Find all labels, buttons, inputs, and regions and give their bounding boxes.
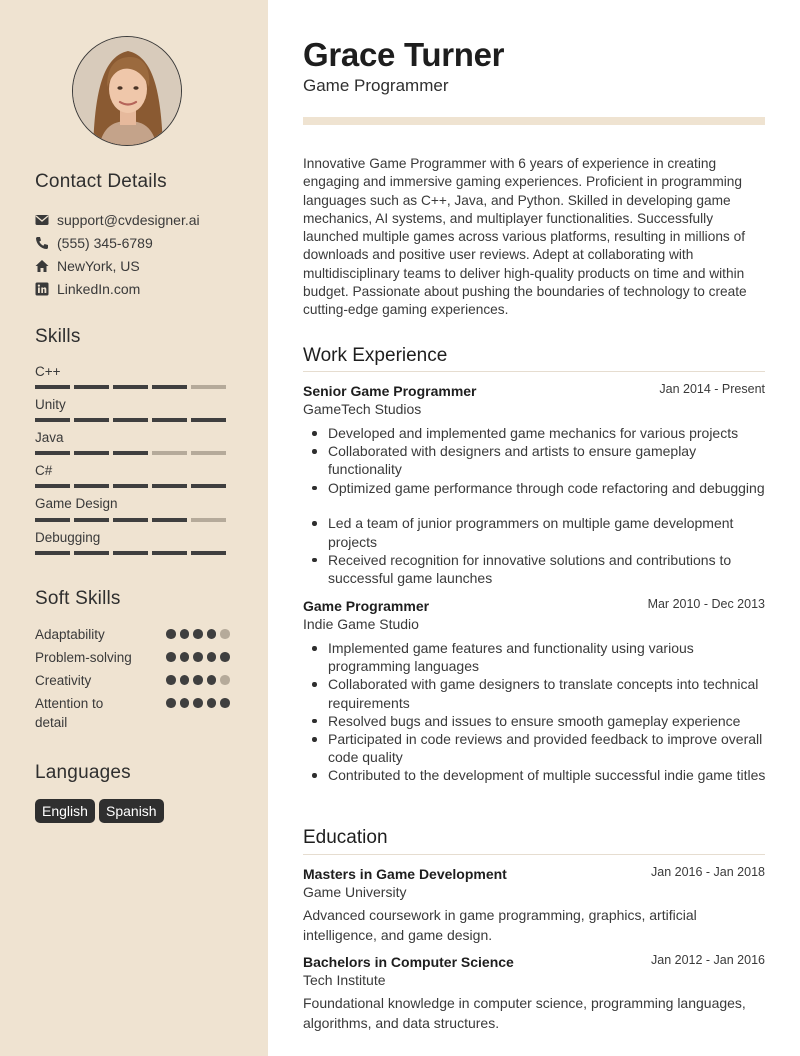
soft-skill-rating — [166, 675, 230, 685]
soft-skill-rating — [166, 629, 230, 639]
skill-level-segment — [35, 451, 70, 455]
list-item: Optimized game performance through code refactoring and debugging — [328, 479, 768, 497]
skill-bar — [35, 551, 226, 555]
job-bullets — [328, 424, 768, 587]
skill-name: Unity — [35, 397, 66, 412]
degree-description: Foundational knowledge in computer science, programming languages, algorithms, and data structures. — [303, 995, 746, 1031]
list-item: Resolved bugs and issues to ensure smooth gameplay experience — [328, 712, 768, 730]
skill-level-segment — [35, 418, 70, 422]
rating-dot — [180, 629, 190, 639]
skill-level-segment — [74, 518, 109, 522]
skill-level-segment — [113, 484, 148, 488]
job-title: Game Programmer — [303, 598, 430, 614]
job-dates: Jan 2014 - Present — [659, 382, 765, 396]
contact-phone-text: (555) 345-6789 — [57, 235, 153, 251]
job-title: Senior Game Programmer — [303, 383, 477, 399]
rating-dot — [166, 698, 176, 708]
skill-level-segment — [152, 451, 187, 455]
degree-description: Advanced coursework in game programming, graphics, artificial intelligence, and game design. — [303, 907, 697, 943]
linkedin-icon — [35, 282, 49, 296]
work-experience-heading: Work Experience — [303, 345, 448, 366]
soft-skill-rating — [166, 652, 230, 662]
profile-photo — [72, 36, 182, 146]
soft-skill-rating — [166, 698, 230, 708]
skill-level-segment — [191, 551, 226, 555]
list-item: Collaborated with game designers to translate concepts into technical requirements — [328, 675, 768, 711]
rating-dot — [166, 652, 176, 662]
skill-level-segment — [74, 484, 109, 488]
rating-dot — [193, 698, 203, 708]
skill-level-segment — [191, 484, 226, 488]
soft-skill-name: Attention to detail — [35, 696, 104, 730]
skill-level-segment — [35, 551, 70, 555]
rating-dot — [193, 629, 203, 639]
contact-phone[interactable] — [35, 235, 153, 251]
school-name: Game University — [303, 884, 407, 900]
skill-level-segment — [152, 385, 187, 389]
contact-location — [35, 258, 140, 274]
skill-name: C# — [35, 463, 53, 478]
skill-bar — [35, 451, 226, 455]
rating-dot — [166, 629, 176, 639]
skill-level-segment — [191, 385, 226, 389]
contact-email[interactable] — [35, 212, 200, 228]
skill-level-segment — [113, 518, 148, 522]
school-name: Tech Institute — [303, 972, 386, 988]
skill-level-segment — [152, 518, 187, 522]
skill-level-segment — [35, 518, 70, 522]
languages-heading: Languages — [35, 762, 131, 783]
skill-level-segment — [113, 418, 148, 422]
skill-level-segment — [152, 551, 187, 555]
contact-email-text: support@cvdesigner.ai — [57, 212, 200, 228]
contact-linkedin-text: LinkedIn.com — [57, 281, 141, 297]
skill-level-segment — [113, 551, 148, 555]
home-icon — [35, 259, 49, 273]
rating-dot — [207, 629, 217, 639]
rating-dot — [207, 698, 217, 708]
rating-dot — [193, 675, 203, 685]
list-item: Implemented game features and functionality using various programming languages — [328, 639, 768, 675]
degree-title: Bachelors in Computer Science — [303, 954, 514, 970]
rating-dot — [180, 698, 190, 708]
rating-dot — [220, 675, 230, 685]
degree-dates: Jan 2016 - Jan 2018 — [651, 865, 765, 879]
rating-dot — [207, 652, 217, 662]
skill-level-segment — [35, 484, 70, 488]
section-divider — [303, 854, 765, 855]
skill-bar — [35, 484, 226, 488]
rating-dot — [180, 652, 190, 662]
rating-dot — [207, 675, 217, 685]
contact-heading: Contact Details — [35, 171, 167, 192]
rating-dot — [180, 675, 190, 685]
skill-bar — [35, 518, 226, 522]
language-badge: Spanish — [99, 799, 164, 823]
section-divider — [303, 371, 765, 372]
candidate-name: Grace Turner — [303, 36, 505, 73]
skill-name: Debugging — [35, 530, 101, 545]
header-divider — [303, 117, 765, 125]
skill-level-segment — [113, 385, 148, 389]
skill-level-segment — [191, 518, 226, 522]
list-item: Received recognition for innovative solutions and contributions to successful game launches — [328, 551, 768, 587]
rating-dot — [166, 675, 176, 685]
skill-level-segment — [191, 418, 226, 422]
rating-dot — [193, 652, 203, 662]
skill-level-segment — [74, 451, 109, 455]
soft-skill-name: Problem-solving — [35, 650, 132, 665]
list-item: Led a team of junior programmers on multiple game development projects — [328, 514, 768, 550]
skill-level-segment — [74, 418, 109, 422]
job-bullets — [328, 639, 768, 785]
degree-dates: Jan 2012 - Jan 2016 — [651, 953, 765, 967]
skill-name: Java — [35, 430, 64, 445]
education-heading: Education — [303, 827, 388, 848]
list-item: Contributed to the development of multiple successful indie game titles — [328, 766, 768, 784]
soft-skill-name: Creativity — [35, 673, 92, 688]
list-item: Participated in code reviews and provided feedback to improve overall code quality — [328, 730, 768, 766]
envelope-icon — [35, 213, 49, 227]
skill-level-segment — [191, 451, 226, 455]
skill-level-segment — [152, 418, 187, 422]
list-item: Collaborated with designers and artists to ensure gameplay functionality — [328, 442, 768, 478]
rating-dot — [220, 652, 230, 662]
list-item: Developed and implemented game mechanics for various projects — [328, 424, 768, 442]
profile-summary: Innovative Game Programmer with 6 years of experience in creating engaging and immersive gaming experiences. Proficient in programming languages such as C++, Java, and Python. Skilled in developing game mechanics, AI systems, and multiplayer functionalities. Successfully launched multiple games across various platforms, resulting in millions of downloads and positive user reviews. Adept at collaborating with multidisciplinary teams to deliver high-quality products on time and within budget. Passionate about pushing the boundaries of technology to create cutting-edge gaming experiences. — [303, 156, 747, 318]
skill-bar — [35, 418, 226, 422]
language-badge: English — [35, 799, 95, 823]
rating-dot — [220, 698, 230, 708]
skill-level-segment — [74, 551, 109, 555]
soft-skills-heading: Soft Skills — [35, 588, 121, 609]
skill-name: Game Design — [35, 496, 118, 511]
soft-skill-name: Adaptability — [35, 627, 105, 642]
job-company: GameTech Studios — [303, 401, 422, 417]
skill-level-segment — [113, 451, 148, 455]
skill-bar — [35, 385, 226, 389]
job-company: Indie Game Studio — [303, 616, 419, 632]
contact-location-text: NewYork, US — [57, 258, 140, 274]
skill-level-segment — [152, 484, 187, 488]
skill-level-segment — [35, 385, 70, 389]
job-dates: Mar 2010 - Dec 2013 — [647, 597, 765, 611]
sidebar — [0, 0, 268, 1056]
skill-level-segment — [74, 385, 109, 389]
skill-name: C++ — [35, 364, 61, 379]
phone-icon — [35, 236, 49, 250]
rating-dot — [220, 629, 230, 639]
skills-heading: Skills — [35, 326, 81, 347]
degree-title: Masters in Game Development — [303, 866, 507, 882]
candidate-title: Game Programmer — [303, 76, 449, 95]
contact-linkedin[interactable] — [35, 281, 140, 297]
